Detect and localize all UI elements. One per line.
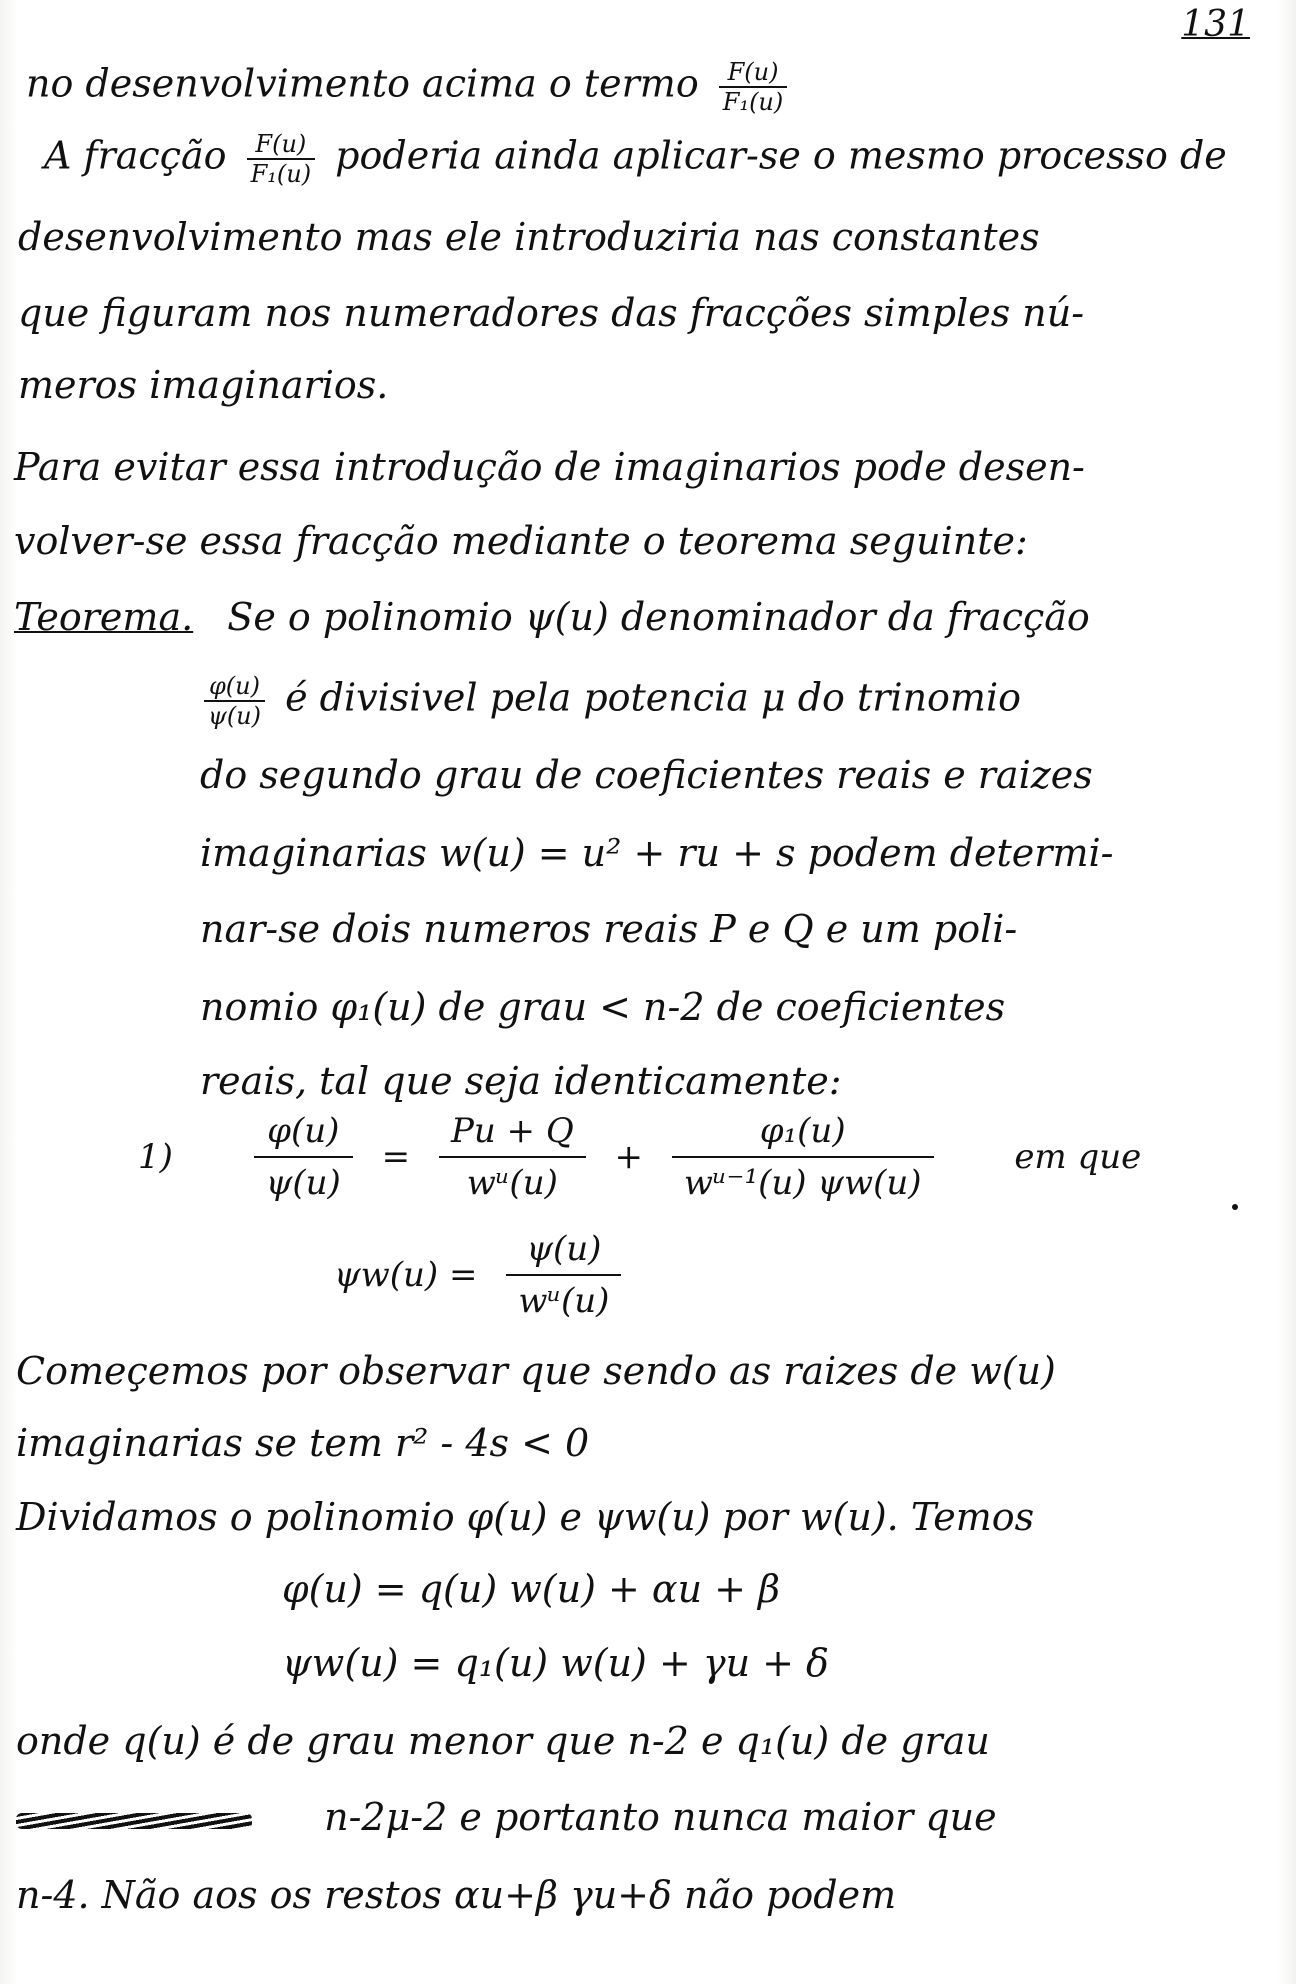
fraction-numerator: F(u) xyxy=(247,132,315,160)
text-line-5: meros imaginarios. xyxy=(18,363,389,407)
equals-sign: = xyxy=(381,1137,411,1177)
term-fraction-numerator: F(u) xyxy=(719,60,787,88)
equation-1 xyxy=(130,1110,1149,1204)
equation-2-numerator: ψ(u) xyxy=(506,1228,621,1276)
equation-4: ψw(u) = q₁(u) w(u) + γu + δ xyxy=(282,1641,829,1685)
term-fraction-denominator: F₁(u) xyxy=(722,88,784,116)
line-2-end: poderia ainda aplicar-se o mesmo processo de xyxy=(335,133,1227,178)
fraction-denominator: F₁(u) xyxy=(250,160,312,188)
equation-1-term-2 xyxy=(672,1110,934,1204)
lhs-numerator: φ(u) xyxy=(254,1110,353,1158)
fraction-denominator: ψ(u) xyxy=(208,702,262,730)
plus-sign: + xyxy=(614,1137,644,1177)
text-line-12: nar-se dois numeros reais P e Q e um poli- xyxy=(200,907,1018,951)
equation-1-term-1 xyxy=(439,1110,586,1204)
equation-2 xyxy=(326,1228,631,1322)
fraction-f-over-f1 xyxy=(247,132,315,186)
equation-2-fraction xyxy=(506,1228,621,1322)
text-line-9 xyxy=(196,674,1021,728)
page-number: 131 xyxy=(1181,4,1250,45)
text-line-23 xyxy=(16,1794,997,1840)
struck-out-word xyxy=(16,1813,252,1829)
fraction-numerator: φ(u) xyxy=(204,674,265,702)
theorem-label: Teorema. xyxy=(14,595,194,639)
fraction-phi-over-psi xyxy=(204,674,265,728)
equation-3: φ(u) = q(u) w(u) + αu + β xyxy=(282,1567,781,1611)
text-line-13: nomio φ₁(u) de grau < n-2 de coeficientes xyxy=(200,985,1006,1029)
text-line-2 xyxy=(44,132,1227,186)
line-23-text: n-2μ-2 e portanto nunca maior que xyxy=(324,1795,997,1839)
term-2-denominator: wᵘ⁻¹(u) ψw(u) xyxy=(683,1163,922,1203)
text-line-10: do segundo grau de coeficientes reais e raizes xyxy=(200,753,1093,797)
term-1-numerator: Pu + Q xyxy=(439,1110,586,1158)
text-line-7: volver-se essa fracção mediante o teorema seguinte: xyxy=(14,519,1028,563)
text-line-22: onde q(u) é de grau menor que n-2 e q₁(u) de grau xyxy=(16,1719,990,1763)
line-9-text: é divisivel pela potencia μ do trinomio xyxy=(285,675,1021,720)
text-line-11: imaginarias w(u) = u² + ru + s podem determi- xyxy=(200,831,1114,875)
text-line-18: imaginarias se tem r² - 4s < 0 xyxy=(16,1421,590,1465)
text-line-3: desenvolvimento mas ele introduziria nas constantes xyxy=(18,215,1040,259)
equation-1-label: 1) xyxy=(138,1137,173,1177)
text-line-4: que figuram nos numeradores das fracções simples nú- xyxy=(18,291,1085,335)
text-line-6: Para evitar essa introdução de imaginarios pode desen- xyxy=(14,445,1085,489)
text-line-8 xyxy=(14,594,1090,640)
term-2-numerator: φ₁(u) xyxy=(672,1110,934,1158)
equation-1-lhs xyxy=(254,1110,353,1204)
term-1-denominator: wᵘ(u) xyxy=(466,1163,558,1203)
term-fraction xyxy=(719,60,787,114)
text-line-14: reais, tal que seja identicamente: xyxy=(200,1059,842,1103)
equation-1-tail: em que xyxy=(1014,1137,1142,1177)
text-line-24: n-4. Não aos os restos αu+β γu+δ não podem xyxy=(16,1873,897,1917)
line-2-start: A fracção xyxy=(44,133,227,178)
text-line-17: Começemos por observar que sendo as raizes de w(u) xyxy=(16,1349,1056,1393)
equation-2-denominator: wᵘ(u) xyxy=(518,1281,610,1321)
text-line-1 xyxy=(26,60,795,114)
lhs-denominator: ψ(u) xyxy=(265,1163,341,1203)
line-1-text: no desenvolvimento acima o termo xyxy=(26,61,699,106)
equation-2-lhs: ψw(u) = xyxy=(334,1255,478,1295)
ink-dot xyxy=(1232,1204,1238,1210)
text-line-19: Dividamos o polinomio φ(u) e ψw(u) por w(u). Temos xyxy=(16,1495,1035,1539)
theorem-statement-start: Se o polinomio ψ(u) denominador da fracção xyxy=(227,595,1090,639)
